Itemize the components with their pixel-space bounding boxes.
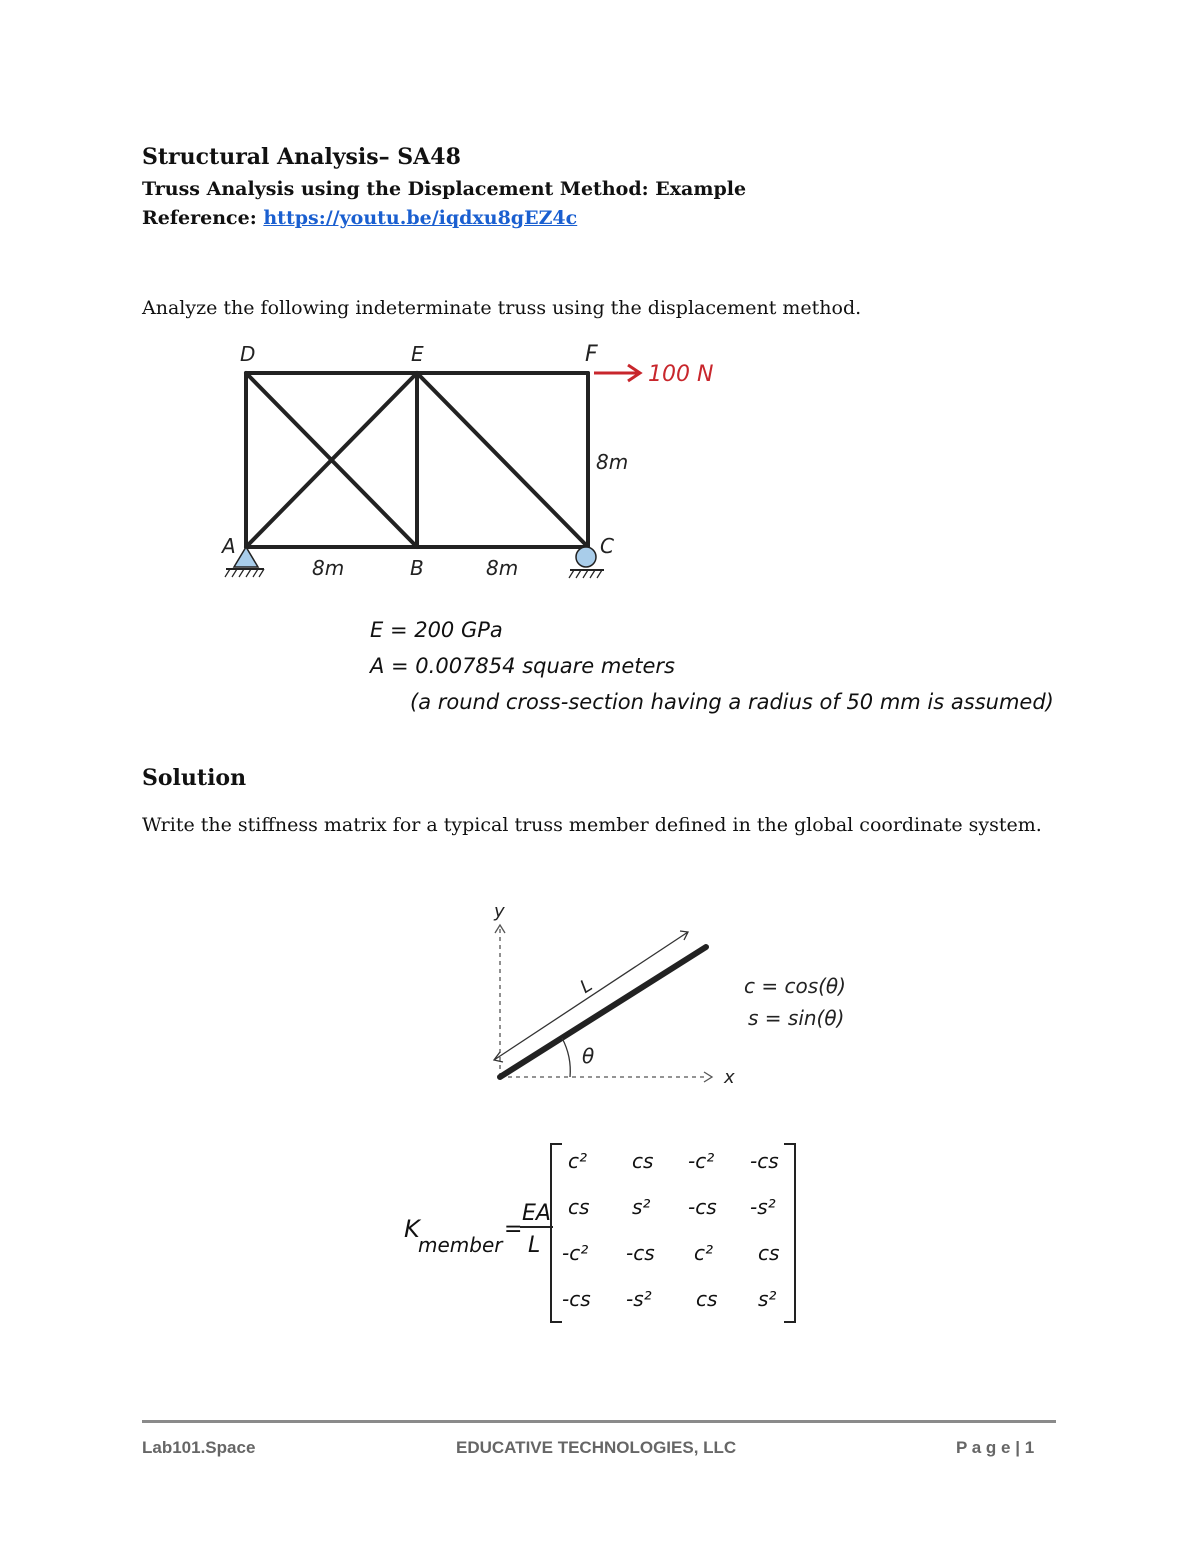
matrix-cell: -c² [688, 1149, 715, 1173]
solution-text: Write the stiffness matrix for a typical truss member defined in the global coordinate system. [142, 814, 1042, 836]
document-subtitle: Truss Analysis using the Displacement Method: Example [142, 178, 747, 200]
matrix-denominator: L [528, 1233, 541, 1258]
node-label-A: A [222, 534, 236, 558]
matrix-cell: s² [632, 1195, 651, 1219]
matrix-cell: s² [758, 1287, 777, 1311]
member-diagram [470, 895, 870, 1095]
y-axis-label: y [494, 901, 505, 922]
angle-label: θ [582, 1044, 595, 1068]
x-axis-label: x [724, 1067, 735, 1088]
reference-link[interactable]: https://youtu.be/iqdxu8gEZ4c [263, 207, 578, 229]
property-E: E = 200 GPa [370, 618, 503, 642]
reference-line [142, 207, 577, 229]
dimension-bottom-left: 8m [312, 556, 345, 580]
footer-center: EDUCATIVE TECHNOLOGIES, LLC [456, 1438, 737, 1457]
reference-label: Reference: [142, 207, 257, 229]
matrix-cell: c² [568, 1149, 588, 1173]
stiffness-matrix-equation [400, 1135, 820, 1325]
matrix-cell: cs [568, 1195, 590, 1219]
intro-text: Analyze the following indeterminate truss using the displacement method. [142, 297, 862, 319]
node-label-F: F [585, 342, 598, 367]
matrix-cell: -s² [750, 1195, 776, 1219]
matrix-right-bracket [784, 1143, 796, 1323]
sin-definition: s = sin(θ) [748, 1006, 845, 1030]
matrix-left-bracket [550, 1143, 562, 1323]
matrix-cell: -cs [626, 1241, 655, 1265]
matrix-cell: -cs [688, 1195, 717, 1219]
length-label: L [576, 974, 597, 998]
roller-support-icon [576, 547, 596, 567]
footer-divider [142, 1420, 1056, 1423]
matrix-lhs-subscript: member [418, 1233, 503, 1257]
member-bar [500, 947, 706, 1077]
cos-definition: c = cos(θ) [744, 974, 846, 998]
matrix-cell: c² [694, 1241, 714, 1265]
node-label-C: C [600, 534, 614, 558]
matrix-numerator: EA [522, 1201, 551, 1226]
dimension-bottom-right: 8m [486, 556, 519, 580]
angle-arc [562, 1038, 570, 1077]
node-label-B: B [410, 556, 424, 580]
matrix-cell: cs [632, 1149, 654, 1173]
pin-support-icon [234, 547, 258, 567]
document-title: Structural Analysis– SA48 [142, 144, 461, 170]
matrix-cell: -cs [750, 1149, 779, 1173]
matrix-cell: cs [696, 1287, 718, 1311]
matrix-cell: -s² [626, 1287, 652, 1311]
node-label-D: D [240, 342, 256, 366]
property-A: A = 0.007854 square meters [370, 654, 675, 678]
footer-page-number: P a g e | 1 [956, 1438, 1035, 1457]
dimension-vertical: 8m [596, 450, 629, 474]
property-note: (a round cross-section having a radius of 50 mm is assumed) [410, 690, 1054, 714]
matrix-lhs: K [404, 1215, 420, 1243]
node-label-E: E [411, 342, 424, 366]
solution-heading: Solution [142, 765, 247, 791]
member-EC [417, 373, 588, 547]
matrix-cell: cs [758, 1241, 780, 1265]
length-dimension-line [494, 932, 688, 1060]
footer-left: Lab101.Space [142, 1438, 256, 1457]
matrix-cell: -cs [562, 1287, 591, 1311]
matrix-cell: -c² [562, 1241, 589, 1265]
load-label: 100 N [648, 362, 714, 387]
truss-diagram [200, 335, 760, 595]
matrix-equals: = [504, 1217, 523, 1242]
